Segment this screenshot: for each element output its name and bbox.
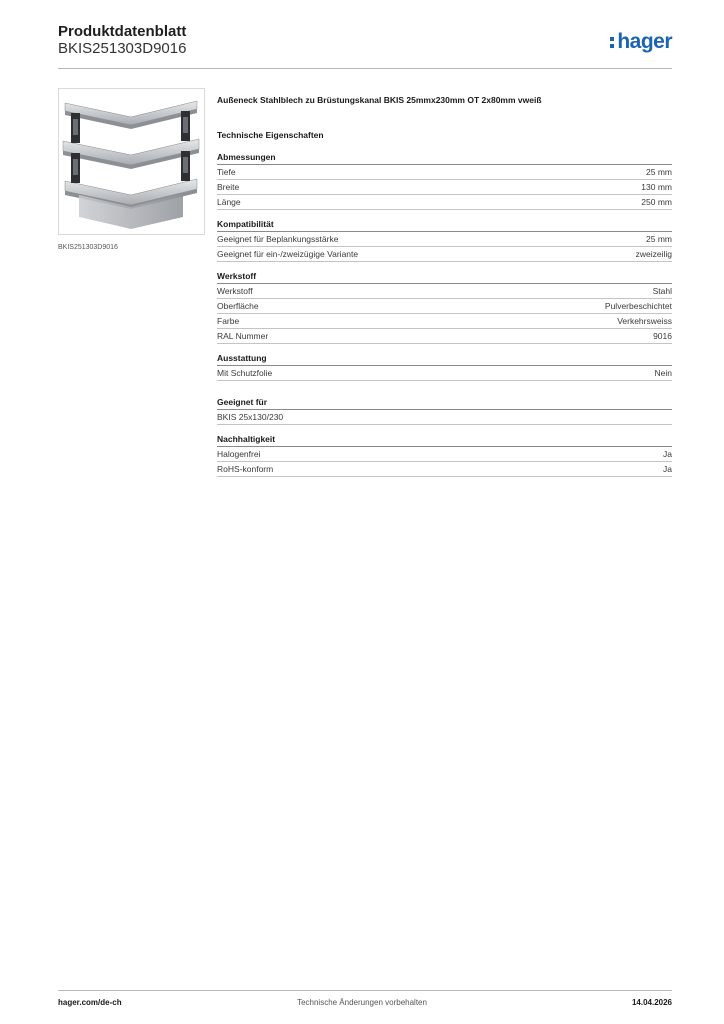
section-ausstattung	[217, 352, 672, 381]
property-value: 25 mm	[646, 167, 672, 177]
product-name: Außeneck Stahlblech zu Brüstungskanal BKIS 25mmx230mm OT 2x80mm vweiß	[217, 95, 542, 105]
property-label: RAL Nummer	[217, 331, 269, 341]
section-nachhaltigkeit	[217, 433, 672, 477]
property-value: Nein	[654, 368, 672, 378]
section-geeignet-fuer	[217, 396, 672, 425]
property-row	[217, 284, 672, 299]
property-label: Tiefe	[217, 167, 236, 177]
property-row	[217, 447, 672, 462]
section-title: Abmessungen	[217, 151, 672, 165]
property-row	[217, 462, 672, 477]
section-werkstoff	[217, 270, 672, 344]
property-row	[217, 410, 672, 425]
footer-website-link[interactable]: hager.com/de-ch	[58, 998, 122, 1007]
datasheet-content	[217, 94, 672, 485]
logo-text: hager	[617, 30, 672, 53]
property-row	[217, 232, 672, 247]
property-label: Halogenfrei	[217, 449, 261, 459]
property-row	[217, 329, 672, 344]
property-label: Geeignet für ein-/zweizügige Variante	[217, 249, 359, 259]
property-label: Breite	[217, 182, 240, 192]
property-value: 9016	[653, 331, 672, 341]
property-value: zweizeilig	[635, 249, 672, 259]
header	[58, 20, 672, 68]
section-title: Ausstattung	[217, 352, 672, 366]
image-caption: BKIS251303D9016	[58, 244, 118, 251]
section-title: Nachhaltigkeit	[217, 433, 672, 447]
section-title: Kompatibilität	[217, 218, 672, 232]
property-row	[217, 180, 672, 195]
section-kompatibilitaet	[217, 218, 672, 262]
document-title: Produktdatenblatt	[58, 23, 187, 40]
property-row	[217, 314, 672, 329]
property-label: Farbe	[217, 316, 240, 326]
property-value: 25 mm	[646, 234, 672, 244]
property-row	[217, 366, 672, 381]
technical-properties-heading: Technische Eigenschaften	[217, 130, 324, 140]
corner-piece-illustration	[59, 89, 204, 234]
property-label: Mit Schutzfolie	[217, 368, 273, 378]
property-row	[217, 247, 672, 262]
header-divider	[58, 68, 672, 69]
footer-divider	[58, 990, 672, 991]
product-image	[58, 88, 205, 235]
section-abmessungen	[217, 151, 672, 210]
property-row	[217, 299, 672, 314]
product-code: BKIS251303D9016	[58, 40, 187, 57]
property-label: RoHS-konform	[217, 464, 274, 474]
property-value: Pulverbeschichtet	[604, 301, 672, 311]
property-row	[217, 195, 672, 210]
section-title: Geeignet für	[217, 396, 672, 410]
property-label: Länge	[217, 197, 241, 207]
property-label: BKIS 25x130/230	[217, 412, 284, 422]
property-label: Werkstoff	[217, 286, 253, 296]
property-value: 250 mm	[641, 197, 672, 207]
section-title: Werkstoff	[217, 270, 672, 284]
property-value: 130 mm	[641, 182, 672, 192]
hager-logo	[610, 30, 672, 54]
property-label: Geeignet für Beplankungsstärke	[217, 234, 339, 244]
property-value: Ja	[663, 449, 672, 459]
logo-colon-icon	[610, 35, 615, 49]
property-value: Stahl	[652, 286, 672, 296]
property-value: Verkehrsweiss	[617, 316, 672, 326]
footer-date: 14.04.2026	[631, 998, 672, 1007]
property-row	[217, 165, 672, 180]
property-label: Oberfläche	[217, 301, 259, 311]
property-value: Ja	[663, 464, 672, 474]
footer-note: Technische Änderungen vorbehalten	[297, 998, 427, 1007]
